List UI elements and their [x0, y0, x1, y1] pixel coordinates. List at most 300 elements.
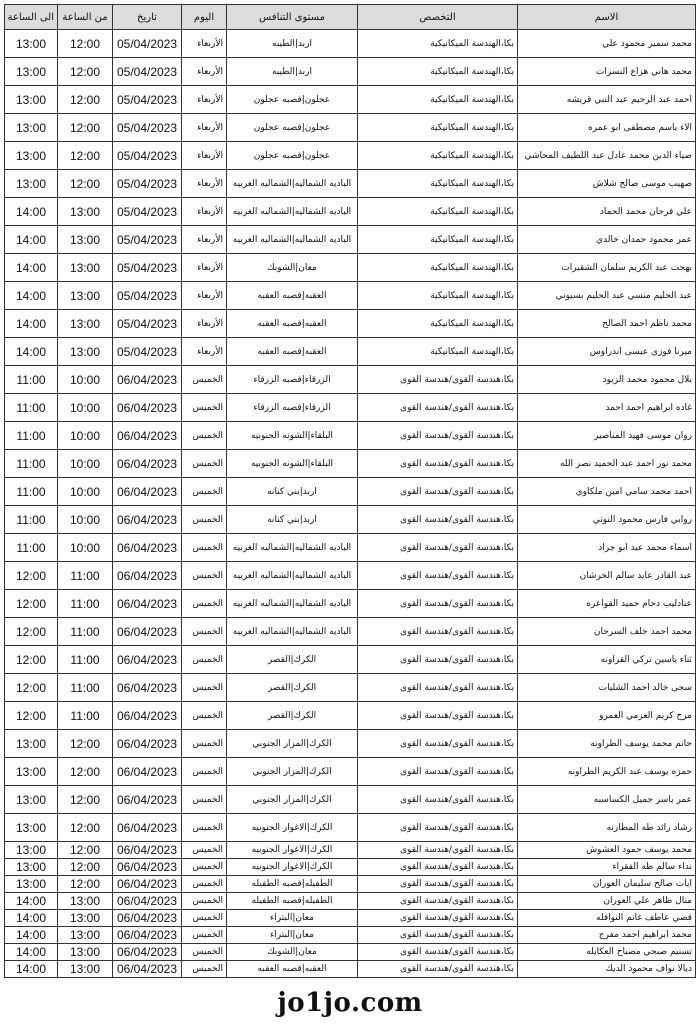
- cell-day: الخميس: [182, 910, 227, 927]
- cell-date: 06/04/2023: [113, 814, 182, 842]
- cell-level: الكرك|الاغوار الجنوبيه: [227, 859, 358, 876]
- cell-from: 10:00: [58, 450, 113, 478]
- cell-name: بهجت عبد الكريم سلمان الشقيرات: [518, 254, 696, 282]
- cell-from: 12:00: [58, 170, 113, 198]
- cell-name: غاده ابراهيم احمد احمد: [518, 394, 696, 422]
- cell-day: الأربعاء: [182, 170, 227, 198]
- cell-day: الأربعاء: [182, 142, 227, 170]
- cell-from: 13:00: [58, 927, 113, 944]
- table-row: [5, 730, 696, 758]
- cell-from: 12:00: [58, 30, 113, 58]
- cell-level: عجلون|قصبه عجلون: [227, 86, 358, 114]
- cell-specialty: بكا،هندسة القوى/هندسة القوى: [358, 590, 518, 618]
- cell-specialty: بكا،الهندسة الميكانيكية: [358, 226, 518, 254]
- cell-specialty: بكا،هندسة القوى/هندسة القوى: [358, 859, 518, 876]
- cell-to: 11:00: [5, 450, 58, 478]
- cell-level: الكرك|المزار الجنوبي: [227, 730, 358, 758]
- cell-to: 12:00: [5, 702, 58, 730]
- cell-day: الخميس: [182, 961, 227, 978]
- cell-name: محمد احمد خلف السرحان: [518, 618, 696, 646]
- cell-from: 12:00: [58, 859, 113, 876]
- cell-date: 06/04/2023: [113, 910, 182, 927]
- cell-name: منال ظاهر علي العوران: [518, 893, 696, 910]
- cell-to: 14:00: [5, 893, 58, 910]
- cell-to: 13:00: [5, 876, 58, 893]
- cell-level: العقبه|قصبه العقبه: [227, 338, 358, 366]
- cell-date: 06/04/2023: [113, 394, 182, 422]
- cell-specialty: بكا،هندسة القوى/هندسة القوى: [358, 366, 518, 394]
- cell-day: الخميس: [182, 786, 227, 814]
- cell-from: 13:00: [58, 282, 113, 310]
- cell-date: 06/04/2023: [113, 366, 182, 394]
- cell-level: معان|البتراء: [227, 927, 358, 944]
- cell-day: الأربعاء: [182, 310, 227, 338]
- cell-from: 13:00: [58, 338, 113, 366]
- cell-from: 12:00: [58, 114, 113, 142]
- cell-day: الخميس: [182, 590, 227, 618]
- cell-date: 05/04/2023: [113, 254, 182, 282]
- cell-to: 14:00: [5, 254, 58, 282]
- cell-level: العقبه|قصبه العقبه: [227, 961, 358, 978]
- cell-name: محمد ناظم احمد الصالح: [518, 310, 696, 338]
- table-body: [5, 30, 696, 978]
- cell-date: 06/04/2023: [113, 842, 182, 859]
- cell-name: محمد سمير محمود علي: [518, 30, 696, 58]
- cell-from: 12:00: [58, 142, 113, 170]
- cell-day: الخميس: [182, 450, 227, 478]
- cell-level: الباديه الشماليه|الشماليه الغربيه: [227, 170, 358, 198]
- cell-date: 06/04/2023: [113, 730, 182, 758]
- cell-to: 12:00: [5, 562, 58, 590]
- table-row: [5, 394, 696, 422]
- cell-level: معان|البتراء: [227, 910, 358, 927]
- table-row: [5, 506, 696, 534]
- cell-level: الزرقاء|قصبه الزرقاء: [227, 366, 358, 394]
- cell-date: 05/04/2023: [113, 58, 182, 86]
- cell-from: 12:00: [58, 876, 113, 893]
- cell-level: اربد|بني كنانه: [227, 478, 358, 506]
- cell-to: 14:00: [5, 338, 58, 366]
- cell-day: الخميس: [182, 758, 227, 786]
- cell-from: 13:00: [58, 310, 113, 338]
- cell-level: الباديه الشماليه|الشماليه الغربيه: [227, 590, 358, 618]
- cell-specialty: بكا،هندسة القوى/هندسة القوى: [358, 646, 518, 674]
- table-row: [5, 893, 696, 910]
- cell-day: الأربعاء: [182, 30, 227, 58]
- cell-to: 14:00: [5, 944, 58, 961]
- cell-level: معان|الشوبك: [227, 254, 358, 282]
- table-row: [5, 58, 696, 86]
- cell-name: محمد نور احمد عبد الحميد نصر الله: [518, 450, 696, 478]
- table-row: [5, 338, 696, 366]
- cell-name: ميرنا فوزي عيسى اندراوس: [518, 338, 696, 366]
- cell-from: 13:00: [58, 961, 113, 978]
- cell-name: مرح كريم العزمي العمرو: [518, 702, 696, 730]
- cell-day: الخميس: [182, 506, 227, 534]
- cell-specialty: بكا،هندسة القوى/هندسة القوى: [358, 842, 518, 859]
- cell-name: روان موسى فهيد المناصير: [518, 422, 696, 450]
- cell-to: 13:00: [5, 86, 58, 114]
- cell-name: احمد محمد سامي امين ملكاوي: [518, 478, 696, 506]
- table-row: [5, 422, 696, 450]
- table-row: [5, 366, 696, 394]
- table-row: [5, 842, 696, 859]
- cell-day: الخميس: [182, 618, 227, 646]
- header-from: من الساعة: [58, 5, 113, 30]
- cell-to: 11:00: [5, 422, 58, 450]
- cell-date: 05/04/2023: [113, 338, 182, 366]
- cell-specialty: بكا،الهندسة الميكانيكية: [358, 310, 518, 338]
- cell-to: 13:00: [5, 30, 58, 58]
- cell-date: 05/04/2023: [113, 310, 182, 338]
- cell-specialty: بكا،هندسة القوى/هندسة القوى: [358, 910, 518, 927]
- table-row: [5, 170, 696, 198]
- cell-level: الكرك|الاغوار الجنوبيه: [227, 814, 358, 842]
- cell-to: 11:00: [5, 366, 58, 394]
- cell-date: 05/04/2023: [113, 114, 182, 142]
- cell-day: الخميس: [182, 927, 227, 944]
- cell-to: 11:00: [5, 534, 58, 562]
- cell-to: 14:00: [5, 282, 58, 310]
- cell-level: الباديه الشماليه|الشماليه الغربيه: [227, 534, 358, 562]
- cell-name: عبد الحليم منسي عبد الحليم بسيوني: [518, 282, 696, 310]
- table-row: [5, 534, 696, 562]
- cell-specialty: بكا،الهندسة الميكانيكية: [358, 198, 518, 226]
- cell-level: الطفيله|قصبه الطفيله: [227, 893, 358, 910]
- cell-to: 14:00: [5, 910, 58, 927]
- header-level: مستوى التنافس: [227, 5, 358, 30]
- cell-name: بلال محمود محمد الزيود: [518, 366, 696, 394]
- cell-name: محمد هاني هزاع النسرات: [518, 58, 696, 86]
- cell-date: 06/04/2023: [113, 786, 182, 814]
- cell-from: 13:00: [58, 910, 113, 927]
- cell-to: 13:00: [5, 142, 58, 170]
- table-row: [5, 254, 696, 282]
- cell-level: الباديه الشماليه|الشماليه الغربيه: [227, 226, 358, 254]
- cell-specialty: بكا،الهندسة الميكانيكية: [358, 254, 518, 282]
- table-row: [5, 859, 696, 876]
- cell-day: الخميس: [182, 478, 227, 506]
- cell-to: 13:00: [5, 730, 58, 758]
- cell-to: 11:00: [5, 478, 58, 506]
- header-row: [5, 5, 696, 30]
- cell-level: الباديه الشماليه|الشماليه الغربيه: [227, 198, 358, 226]
- cell-date: 06/04/2023: [113, 758, 182, 786]
- cell-specialty: بكا،هندسة القوى/هندسة القوى: [358, 450, 518, 478]
- table-row: [5, 562, 696, 590]
- table-row: [5, 927, 696, 944]
- cell-specialty: بكا،الهندسة الميكانيكية: [358, 114, 518, 142]
- cell-specialty: بكا،الهندسة الميكانيكية: [358, 170, 518, 198]
- cell-from: 11:00: [58, 562, 113, 590]
- cell-date: 06/04/2023: [113, 961, 182, 978]
- table-row: [5, 282, 696, 310]
- cell-day: الأربعاء: [182, 254, 227, 282]
- cell-level: العقبه|قصبه العقبه: [227, 282, 358, 310]
- cell-name: ثناء ياسين تركي القراونه: [518, 646, 696, 674]
- cell-date: 06/04/2023: [113, 478, 182, 506]
- cell-level: الكرك|القصر: [227, 702, 358, 730]
- cell-day: الخميس: [182, 422, 227, 450]
- cell-date: 06/04/2023: [113, 562, 182, 590]
- cell-level: البلقاء|الشونه الجنوبيه: [227, 422, 358, 450]
- cell-to: 14:00: [5, 961, 58, 978]
- table-row: [5, 618, 696, 646]
- cell-to: 13:00: [5, 58, 58, 86]
- cell-day: الخميس: [182, 893, 227, 910]
- cell-from: 12:00: [58, 758, 113, 786]
- cell-day: الخميس: [182, 562, 227, 590]
- cell-day: الأربعاء: [182, 114, 227, 142]
- header-date: تاريخ: [113, 5, 182, 30]
- site-watermark: jo1jo.com: [277, 988, 423, 1018]
- cell-to: 13:00: [5, 842, 58, 859]
- table-row: [5, 478, 696, 506]
- cell-to: 13:00: [5, 786, 58, 814]
- cell-from: 12:00: [58, 786, 113, 814]
- cell-level: اربد|الطيبه: [227, 30, 358, 58]
- cell-day: الأربعاء: [182, 198, 227, 226]
- cell-from: 10:00: [58, 478, 113, 506]
- cell-from: 11:00: [58, 702, 113, 730]
- cell-day: الخميس: [182, 646, 227, 674]
- cell-specialty: بكا،الهندسة الميكانيكية: [358, 282, 518, 310]
- table-row: [5, 590, 696, 618]
- cell-specialty: بكا،الهندسة الميكانيكية: [358, 338, 518, 366]
- cell-date: 06/04/2023: [113, 859, 182, 876]
- cell-date: 05/04/2023: [113, 170, 182, 198]
- cell-day: الأربعاء: [182, 338, 227, 366]
- cell-level: الباديه الشماليه|الشماليه الغربيه: [227, 618, 358, 646]
- cell-from: 13:00: [58, 226, 113, 254]
- cell-date: 06/04/2023: [113, 893, 182, 910]
- cell-specialty: بكا،هندسة القوى/هندسة القوى: [358, 893, 518, 910]
- cell-date: 06/04/2023: [113, 506, 182, 534]
- cell-specialty: بكا،هندسة القوى/هندسة القوى: [358, 478, 518, 506]
- cell-from: 13:00: [58, 893, 113, 910]
- table-row: [5, 646, 696, 674]
- cell-date: 05/04/2023: [113, 142, 182, 170]
- cell-specialty: بكا،الهندسة الميكانيكية: [358, 58, 518, 86]
- cell-to: 13:00: [5, 170, 58, 198]
- cell-name: عمر محمود حمدان خالدي: [518, 226, 696, 254]
- cell-date: 06/04/2023: [113, 590, 182, 618]
- cell-name: حاتم محمد يوسف الطراونه: [518, 730, 696, 758]
- cell-to: 13:00: [5, 859, 58, 876]
- cell-from: 11:00: [58, 646, 113, 674]
- cell-name: عمر ياسر جميل الكساسبه: [518, 786, 696, 814]
- cell-to: 14:00: [5, 226, 58, 254]
- cell-specialty: بكا،هندسة القوى/هندسة القوى: [358, 961, 518, 978]
- cell-name: حمزه يوسف عبد الكريم الطراونه: [518, 758, 696, 786]
- table-row: [5, 702, 696, 730]
- header-name: الاسم: [518, 5, 696, 30]
- cell-to: 13:00: [5, 758, 58, 786]
- cell-name: ضياء الدين محمد عادل عبد اللطيف المحاشي: [518, 142, 696, 170]
- cell-level: الزرقاء|قصبه الزرقاء: [227, 394, 358, 422]
- cell-name: محمد يوسف حمود العشوش: [518, 842, 696, 859]
- cell-specialty: بكا،هندسة القوى/هندسة القوى: [358, 562, 518, 590]
- cell-name: احمد عبد الرحيم عبد النبي قريشه: [518, 86, 696, 114]
- cell-name: ديالا نواف محمود الديك: [518, 961, 696, 978]
- table-row: [5, 814, 696, 842]
- cell-level: البلقاء|الشونه الجنوبيه: [227, 450, 358, 478]
- cell-specialty: بكا،هندسة القوى/هندسة القوى: [358, 618, 518, 646]
- cell-to: 12:00: [5, 674, 58, 702]
- cell-name: روابي فارس محمود النوتي: [518, 506, 696, 534]
- cell-level: الكرك|المزار الجنوبي: [227, 786, 358, 814]
- table-row: [5, 961, 696, 978]
- header-to: الى الساعة: [5, 5, 58, 30]
- cell-name: علي فرحان محمد الحماد: [518, 198, 696, 226]
- cell-date: 05/04/2023: [113, 30, 182, 58]
- cell-from: 12:00: [58, 842, 113, 859]
- cell-specialty: بكا،هندسة القوى/هندسة القوى: [358, 422, 518, 450]
- cell-day: الخميس: [182, 842, 227, 859]
- header-day: اليوم: [182, 5, 227, 30]
- cell-date: 06/04/2023: [113, 422, 182, 450]
- cell-day: الأربعاء: [182, 58, 227, 86]
- cell-date: 06/04/2023: [113, 944, 182, 961]
- cell-date: 05/04/2023: [113, 86, 182, 114]
- cell-to: 13:00: [5, 114, 58, 142]
- table-row: [5, 876, 696, 893]
- cell-specialty: بكا،هندسة القوى/هندسة القوى: [358, 786, 518, 814]
- cell-name: الاء باسم مصطفى ابو عمره: [518, 114, 696, 142]
- cell-from: 13:00: [58, 198, 113, 226]
- cell-specialty: بكا،هندسة القوى/هندسة القوى: [358, 814, 518, 842]
- cell-date: 05/04/2023: [113, 282, 182, 310]
- table-row: [5, 910, 696, 927]
- cell-from: 11:00: [58, 590, 113, 618]
- cell-to: 14:00: [5, 927, 58, 944]
- cell-day: الخميس: [182, 366, 227, 394]
- cell-name: نداء سالم طه الفقراء: [518, 859, 696, 876]
- cell-day: الأربعاء: [182, 86, 227, 114]
- cell-date: 06/04/2023: [113, 674, 182, 702]
- cell-day: الأربعاء: [182, 226, 227, 254]
- cell-to: 12:00: [5, 618, 58, 646]
- cell-day: الخميس: [182, 876, 227, 893]
- cell-from: 12:00: [58, 58, 113, 86]
- cell-to: 12:00: [5, 590, 58, 618]
- cell-date: 06/04/2023: [113, 450, 182, 478]
- cell-level: الباديه الشماليه|الشماليه الغربيه: [227, 562, 358, 590]
- cell-from: 10:00: [58, 506, 113, 534]
- cell-day: الخميس: [182, 814, 227, 842]
- table-row: [5, 310, 696, 338]
- cell-to: 11:00: [5, 394, 58, 422]
- table-row: [5, 226, 696, 254]
- cell-level: معان|الشوبك: [227, 944, 358, 961]
- cell-day: الأربعاء: [182, 282, 227, 310]
- cell-to: 11:00: [5, 506, 58, 534]
- cell-date: 06/04/2023: [113, 702, 182, 730]
- cell-name: ايات صالح سليمان العوران: [518, 876, 696, 893]
- cell-specialty: بكا،الهندسة الميكانيكية: [358, 30, 518, 58]
- cell-specialty: بكا،هندسة القوى/هندسة القوى: [358, 730, 518, 758]
- cell-day: الخميس: [182, 674, 227, 702]
- cell-to: 12:00: [5, 646, 58, 674]
- table-row: [5, 114, 696, 142]
- cell-from: 13:00: [58, 944, 113, 961]
- cell-specialty: بكا،الهندسة الميكانيكية: [358, 142, 518, 170]
- cell-date: 05/04/2023: [113, 198, 182, 226]
- cell-name: اسماء محمد عبد ابو جراد: [518, 534, 696, 562]
- table-row: [5, 786, 696, 814]
- cell-specialty: بكا،هندسة القوى/هندسة القوى: [358, 534, 518, 562]
- cell-specialty: بكا،هندسة القوى/هندسة القوى: [358, 506, 518, 534]
- table-row: [5, 198, 696, 226]
- table-row: [5, 758, 696, 786]
- cell-date: 06/04/2023: [113, 876, 182, 893]
- cell-from: 11:00: [58, 618, 113, 646]
- cell-from: 11:00: [58, 674, 113, 702]
- cell-name: عنادليب دحام حميد القواعره: [518, 590, 696, 618]
- cell-date: 06/04/2023: [113, 534, 182, 562]
- table-row: [5, 30, 696, 58]
- cell-specialty: بكا،هندسة القوى/هندسة القوى: [358, 394, 518, 422]
- cell-from: 10:00: [58, 394, 113, 422]
- cell-name: عبد القادر عايد سالم الخرشان: [518, 562, 696, 590]
- cell-day: الخميس: [182, 394, 227, 422]
- cell-level: عجلون|قصبه عجلون: [227, 114, 358, 142]
- schedule-table: [4, 4, 696, 978]
- cell-day: الخميس: [182, 859, 227, 876]
- cell-day: الخميس: [182, 702, 227, 730]
- cell-name: محمد ابراهيم احمد مفرج: [518, 927, 696, 944]
- cell-day: الخميس: [182, 534, 227, 562]
- cell-name: رشاد رائد طه المطارنه: [518, 814, 696, 842]
- cell-specialty: بكا،الهندسة الميكانيكية: [358, 86, 518, 114]
- cell-day: الخميس: [182, 730, 227, 758]
- cell-level: الكرك|القصر: [227, 646, 358, 674]
- cell-date: 05/04/2023: [113, 226, 182, 254]
- cell-from: 12:00: [58, 86, 113, 114]
- cell-level: الكرك|الاغوار الجنوبيه: [227, 842, 358, 859]
- cell-to: 14:00: [5, 198, 58, 226]
- cell-level: الكرك|المزار الجنوبي: [227, 758, 358, 786]
- table-row: [5, 674, 696, 702]
- cell-name: قصي عاطف غانم النوافله: [518, 910, 696, 927]
- cell-specialty: بكا،هندسة القوى/هندسة القوى: [358, 674, 518, 702]
- cell-from: 12:00: [58, 814, 113, 842]
- cell-specialty: بكا،هندسة القوى/هندسة القوى: [358, 927, 518, 944]
- table-row: [5, 450, 696, 478]
- cell-level: اربد|الطيبه: [227, 58, 358, 86]
- cell-date: 06/04/2023: [113, 618, 182, 646]
- cell-specialty: بكا،هندسة القوى/هندسة القوى: [358, 944, 518, 961]
- cell-date: 06/04/2023: [113, 646, 182, 674]
- cell-name: تسنيم صبحي مصباح العكايله: [518, 944, 696, 961]
- cell-specialty: بكا،هندسة القوى/هندسة القوى: [358, 876, 518, 893]
- cell-from: 10:00: [58, 422, 113, 450]
- cell-level: اربد|بني كنانه: [227, 506, 358, 534]
- cell-specialty: بكا،هندسة القوى/هندسة القوى: [358, 758, 518, 786]
- cell-level: الطفيله|قصبه الطفيله: [227, 876, 358, 893]
- cell-day: الخميس: [182, 944, 227, 961]
- header-specialty: التخصص: [358, 5, 518, 30]
- cell-to: 14:00: [5, 310, 58, 338]
- cell-from: 13:00: [58, 254, 113, 282]
- cell-name: صهيب موسى صالح شلاش: [518, 170, 696, 198]
- cell-from: 10:00: [58, 534, 113, 562]
- cell-specialty: بكا،هندسة القوى/هندسة القوى: [358, 702, 518, 730]
- cell-date: 06/04/2023: [113, 927, 182, 944]
- table-row: [5, 86, 696, 114]
- table-row: [5, 944, 696, 961]
- table-row: [5, 142, 696, 170]
